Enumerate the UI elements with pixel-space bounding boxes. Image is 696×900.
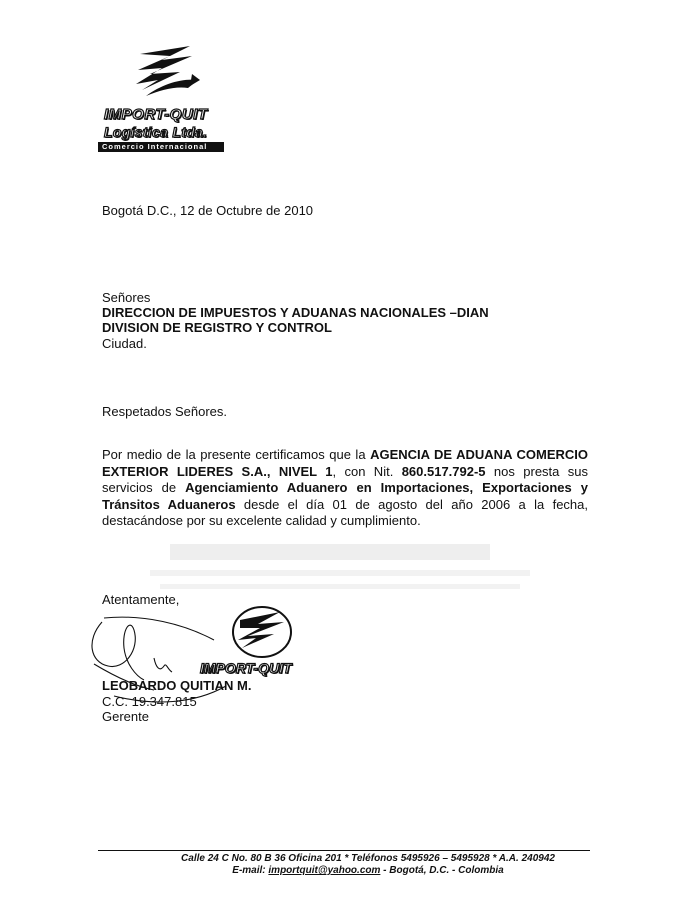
letter-body xyxy=(102,447,588,530)
body-text: nos presta sus servicios de xyxy=(102,463,588,495)
letter-date: Bogotá D.C., 12 de Octubre de 2010 xyxy=(102,203,314,218)
signer-id-number: C.C. 19.347.815 xyxy=(102,694,197,709)
logo-brand-name: IMPORT-QUIT xyxy=(104,106,208,123)
service-description: Agenciamiento Aduanero en Importaciones, Exportaciones y Tránsitos Aduaneros xyxy=(102,480,589,512)
body-text: , con Nit. xyxy=(332,463,402,479)
recipient-organization: DIRECCION DE IMPUESTOS Y ADUANAS NACIONALES –DIAN xyxy=(102,305,489,320)
logo-brand-subtitle: Logística Ltda. xyxy=(104,124,208,140)
footer-contact xyxy=(0,865,696,877)
footer-divider xyxy=(98,850,590,851)
swoosh-icon xyxy=(230,604,294,660)
signer-name: LEOBARDO QUITIAN M. xyxy=(102,678,252,693)
logo-tagline: Comercio Internacional xyxy=(98,142,224,152)
email-label: E-mail: xyxy=(232,865,269,876)
company-stamp xyxy=(200,604,320,688)
recipient-division: DIVISION DE REGISTRO Y CONTROL xyxy=(102,320,332,335)
email-link[interactable]: importquit@yahoo.com xyxy=(268,865,381,876)
recipient-salutation: Señores xyxy=(102,290,151,305)
company-logo xyxy=(96,44,228,152)
footer-address: Calle 24 C No. 80 B 36 Oficina 201 * Teléfonos 5495926 – 5495928 * A.A. 240942 xyxy=(181,853,555,864)
company-nit: 860.517.792-5 xyxy=(401,463,486,479)
recipient-city: Ciudad. xyxy=(102,336,147,351)
body-text: Por medio de la presente certificamos que la xyxy=(102,447,371,462)
letter-closing: Atentamente, xyxy=(102,592,180,607)
swoosh-icon xyxy=(132,44,202,104)
body-text: desde el día 01 de agosto del año 2006 a la fecha, destacándose por su excelente calidad y cumplimiento. xyxy=(102,496,588,528)
faded-stamp-mark xyxy=(150,540,550,600)
letter-greeting: Respetados Señores. xyxy=(102,404,228,419)
stamp-brand-name: IMPORT-QUIT xyxy=(200,660,292,676)
signer-title: Gerente xyxy=(102,709,149,724)
company-name: AGENCIA DE ADUANA COMERCIO EXTERIOR LIDERES S.A., NIVEL 1 xyxy=(102,447,588,479)
footer-location: - Bogotá, D.C. - Colombia xyxy=(380,865,504,876)
